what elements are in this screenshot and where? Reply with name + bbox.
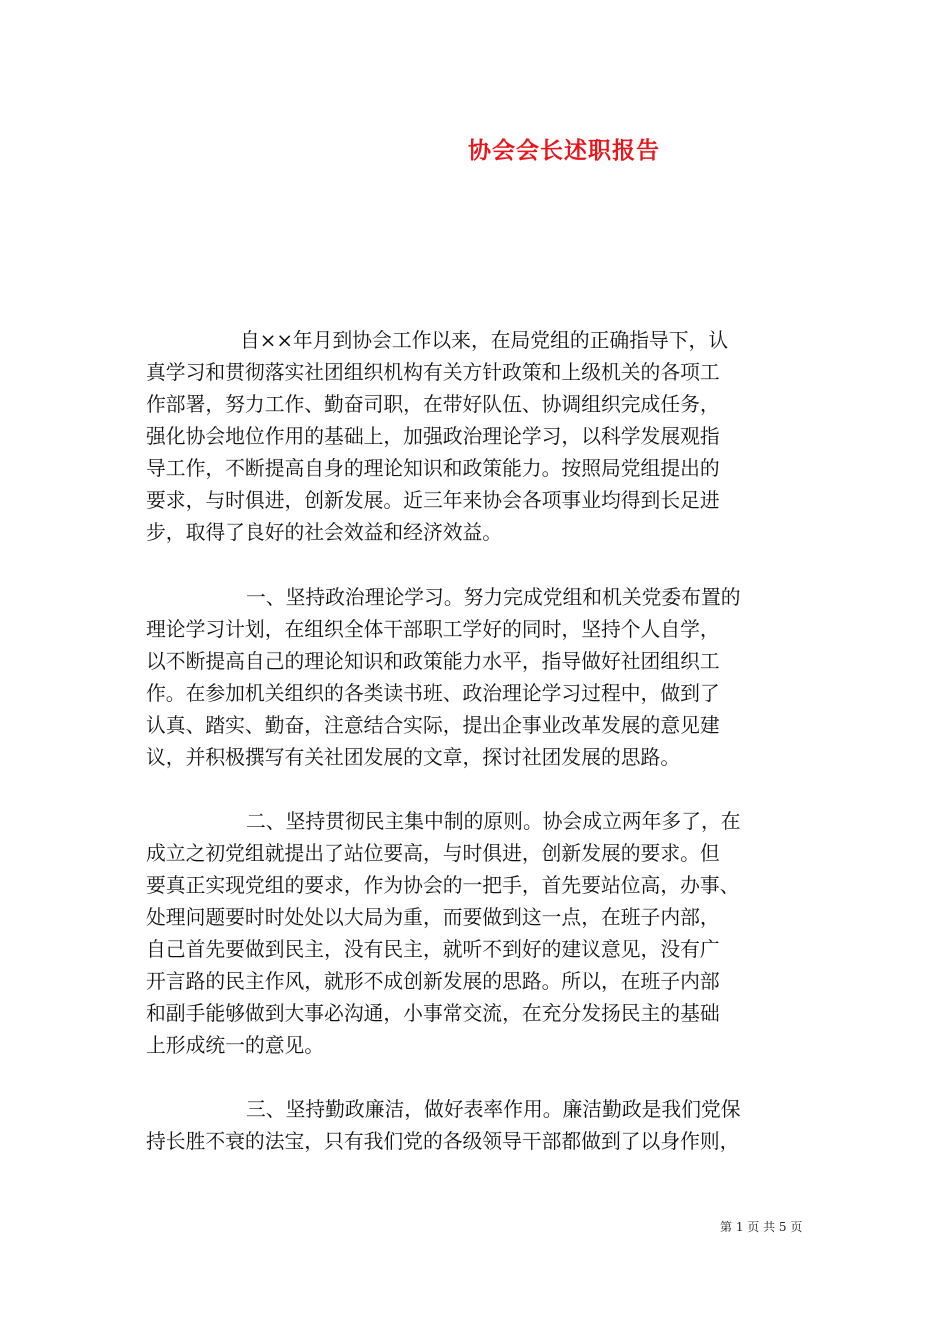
page-number: 第 1 页 共 5 页	[720, 1220, 803, 1234]
text-line: 二、坚持贯彻民主集中制的原则。协会成立两年多了，在	[246, 810, 741, 833]
text-line: 作部署，努力工作、勤奋司职，在带好队伍、协调组织完成任务，	[146, 393, 720, 416]
text-line: 三、坚持勤政廉洁，做好表率作用。廉洁勤政是我们党保	[246, 1098, 741, 1121]
text-line: 认真、踏实、勤奋，注意结合实际，提出企事业改革发展的意见建	[146, 714, 720, 737]
text-line: 一、坚持政治理论学习。努力完成党组和机关党委布置的	[246, 586, 741, 609]
text-line: 步，取得了良好的社会效益和经济效益。	[146, 521, 503, 544]
text-line: 成立之初党组就提出了站位要高，与时俱进，创新发展的要求。但	[146, 842, 720, 865]
text-line: 导工作，不断提高自身的理论知识和政策能力。按照局党组提出的	[146, 457, 720, 480]
text-line: 开言路的民主作风，就形不成创新发展的思路。所以，在班子内部	[146, 970, 720, 993]
text-line: 作。在参加机关组织的各类读书班、政治理论学习过程中，做到了	[146, 682, 720, 705]
text-line: 要求，与时俱进，创新发展。近三年来协会各项事业均得到长足进	[146, 489, 720, 512]
text-line: 自己首先要做到民主，没有民主，就听不到好的建议意见，没有广	[146, 938, 720, 961]
text-line: 要真正实现党组的要求，作为协会的一把手，首先要站位高，办事、	[146, 874, 740, 897]
text-line: 强化协会地位作用的基础上，加强政治理论学习，以科学发展观指	[146, 425, 720, 448]
text-line: 持长胜不衰的法宝，只有我们党的各级领导干部都做到了以身作则，	[146, 1130, 740, 1153]
text-line: 理论学习计划，在组织全体干部职工学好的同时，坚持个人自学，	[146, 618, 720, 641]
text-line: 自××年月到协会工作以来，在局党组的正确指导下，认	[240, 329, 729, 352]
text-line: 和副手能够做到大事必沟通，小事常交流，在充分发扬民主的基础	[146, 1002, 720, 1025]
text-line: 议，并积极撰写有关社团发展的文章，探讨社团发展的思路。	[146, 746, 681, 769]
text-line: 真学习和贯彻落实社团组织机构有关方针政策和上级机关的各项工	[146, 361, 720, 384]
text-line: 处理问题要时时处处以大局为重，而要做到这一点，在班子内部，	[146, 906, 720, 929]
text-line: 以不断提高自己的理论知识和政策能力水平，指导做好社团组织工	[146, 650, 720, 673]
document-title: 协会会长述职报告	[468, 138, 660, 164]
text-line: 上形成统一的意见。	[146, 1034, 325, 1057]
